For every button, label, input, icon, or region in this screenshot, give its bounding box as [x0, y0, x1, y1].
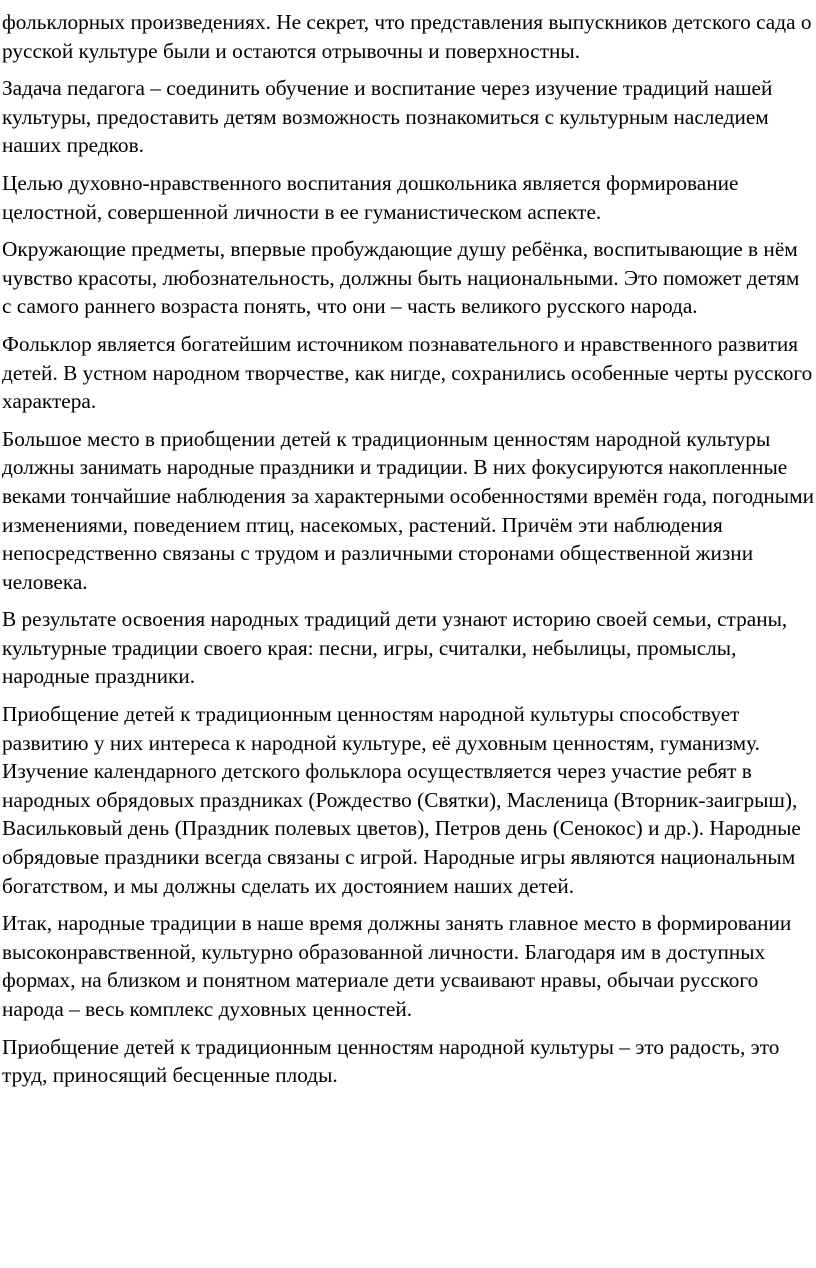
paragraph-2: Задача педагога – соединить обучение и воспитание через изучение традиций нашей культуры, предоставить детям возможность познакомиться с культурным наследием наших предков.: [2, 76, 773, 158]
paragraph-9: Итак, народные традиции в наше время должны занять главное место в формировании высоконравственной, культурно образованной личности. Благодаря им в доступных формах, на близком и понятном материале дети усваивают нравы, обычаи русского народа – весь комплекс духовных ценностей.: [2, 911, 792, 1021]
paragraph-7: В результате освоения народных традиций дети узнают историю своей семьи, страны, культурные традиции своего края: песни, игры, считалки, небылицы, промыслы, народные праздники.: [2, 607, 788, 689]
paragraph-3: Целью духовно-нравственного воспитания дошкольника является формирование целостной, совершенной личности в ее гуманистическом аспекте.: [2, 170, 739, 224]
paragraph-8: Приобщение детей к традиционным ценностям народной культуры способствует развитию у них интереса к народной культуре, её духовным ценностям, гуманизму. Изучение календарного детского фольклора осуществляется через участие ребят в народных обрядовых праздниках (Рождество (Святки), Масленица (Вторник-заигрыш), Васильковый день (Праздник полевых цветов), Петров день (Сенокос) и др.). Народные обрядовые праздники всегда связаны с игрой. Народные игры являются национальным богатством, и мы должны сделать их достоянием наших детей.: [2, 702, 801, 898]
paragraph-4: Окружающие предметы, впервые пробуждающие душу ребёнка, воспитывающие в нём чувство красоты, любознательность, должны быть национальными. Это поможет детям с самого раннего возраста понять, что они – часть великого русского народа.: [2, 237, 800, 319]
paragraph-5: Фольклор является богатейшим источником познавательного и нравственного развития детей. В устном народном творчестве, как нигде, сохранились особенные черты русского характера.: [2, 331, 813, 414]
paragraph-1: фольклорных произведениях. Не секрет, что представления выпускников детского сада о русской культуре были и остаются отрывочны и поверхностны.: [2, 10, 812, 63]
paragraph-10: Приобщение детей к традиционным ценностям народной культуры – это радость, это труд, приносящий бесценные плоды.: [2, 1034, 780, 1088]
paragraph-6: Большое место в приобщении детей к традиционным ценностям народной культуры должны занимать народные праздники и традиции. В них фокусируются накопленные веками тончайшие наблюдения за характерными особенностями времён года, погодными изменениями, поведением птиц, насекомых, растений. Причём эти наблюдения непосредственно связаны с трудом и различными сторонами общественной жизни человека.: [2, 426, 814, 594]
